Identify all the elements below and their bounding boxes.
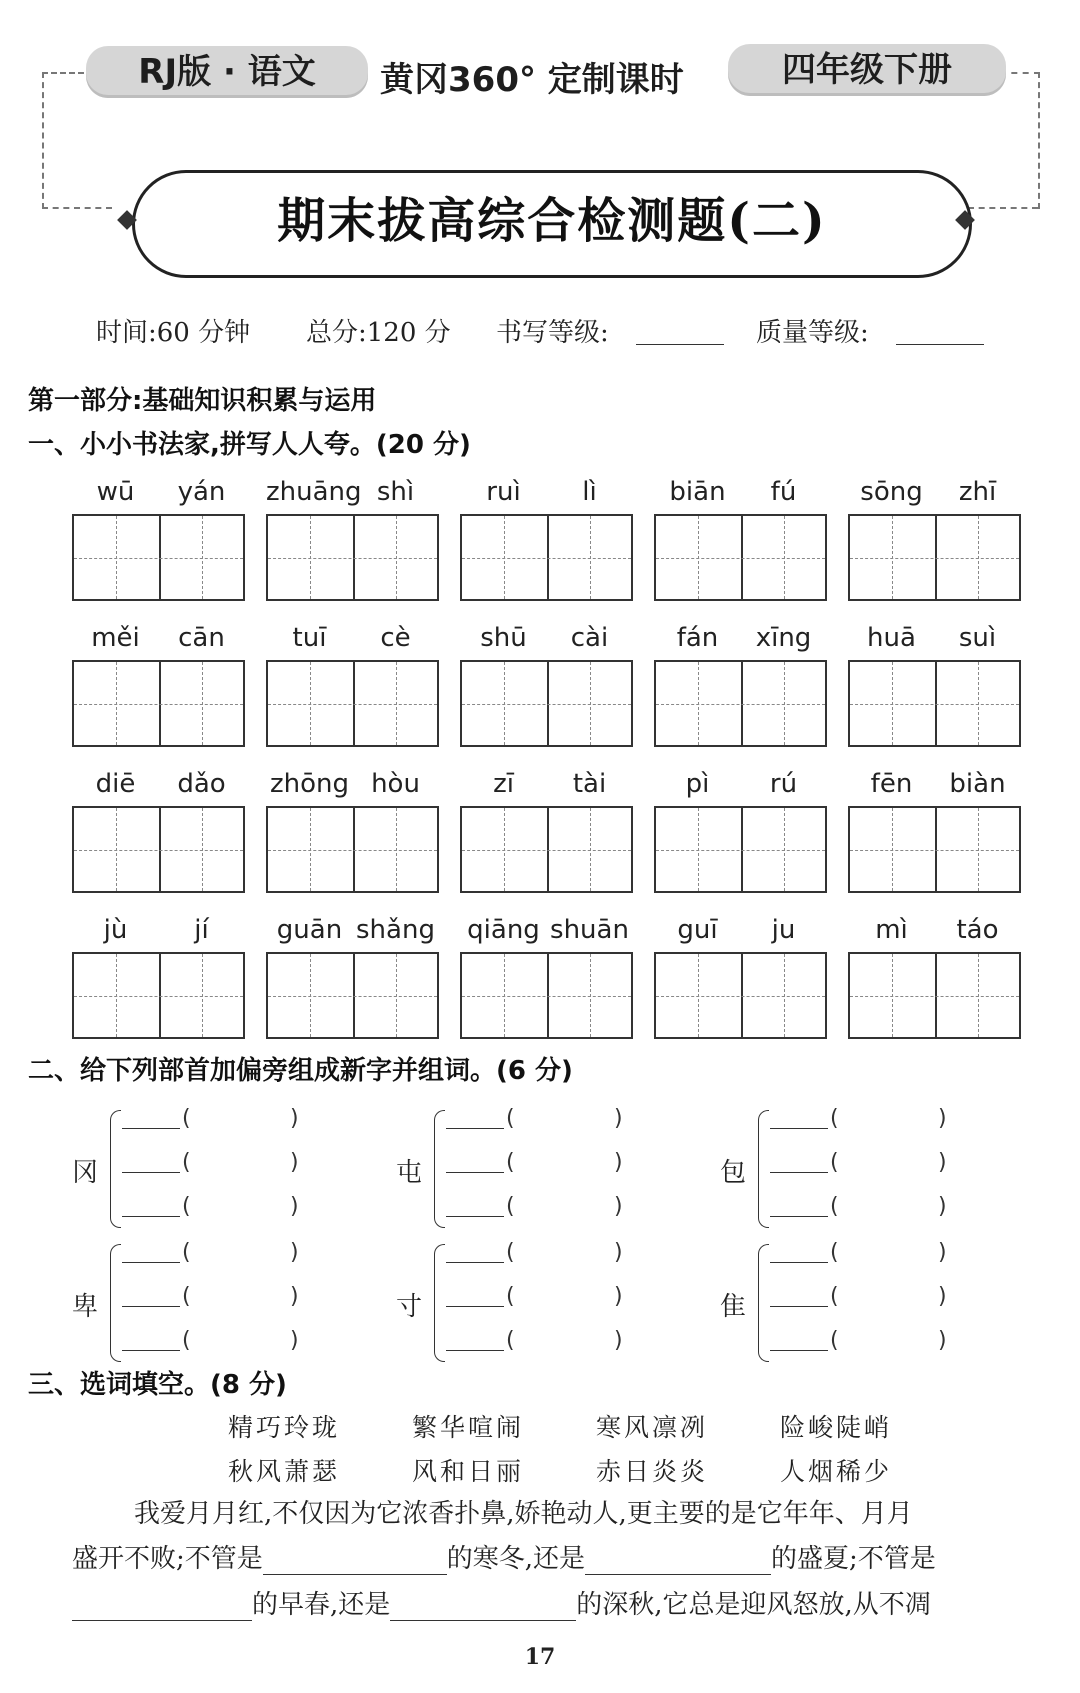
brace-icon [110, 1110, 121, 1228]
pinyin-label: fēn [870, 769, 913, 799]
writing-box-pair[interactable] [654, 806, 827, 893]
word-paren-close: ) [290, 1328, 299, 1353]
pinyin-label: mì [875, 915, 908, 945]
pinyin-label: měi [91, 623, 140, 653]
word-paren-open: ( [182, 1240, 191, 1265]
radical-char: 卑 [72, 1292, 99, 1322]
word-paren-close: ) [938, 1194, 947, 1219]
quality-grade-blank[interactable] [896, 322, 984, 345]
word-paren-open: ( [830, 1106, 839, 1131]
blank-1[interactable] [263, 1550, 447, 1575]
radical-char: 包 [720, 1158, 747, 1188]
writing-box-pair[interactable] [848, 660, 1021, 747]
blank-2[interactable] [585, 1550, 771, 1575]
word-answer-space[interactable] [520, 1286, 610, 1314]
header-connector-right [1000, 72, 1040, 209]
character-blank[interactable] [122, 1306, 180, 1307]
page-number: 17 [524, 1644, 556, 1670]
passage-line-3 [72, 1584, 931, 1621]
word-option: 险峻陡峭 [780, 1413, 893, 1442]
pinyin-label: cè [380, 623, 411, 653]
pinyin-label: shì [376, 477, 415, 507]
word-paren-open: ( [506, 1284, 515, 1309]
radical-char: 寸 [396, 1292, 423, 1322]
pinyin-label: táo [956, 915, 999, 945]
writing-box-pair[interactable] [848, 806, 1021, 893]
word-paren-close: ) [938, 1240, 947, 1265]
writing-box-pair[interactable] [848, 514, 1021, 601]
word-paren-close: ) [290, 1194, 299, 1219]
word-answer-space[interactable] [520, 1196, 610, 1224]
pinyin-label: shū [480, 623, 527, 653]
character-blank[interactable] [770, 1306, 828, 1307]
page-title: 期末拔高综合检测题(二) [277, 193, 827, 249]
pinyin-label: tuī [292, 623, 327, 653]
word-paren-open: ( [830, 1150, 839, 1175]
pinyin-label: qiāng [467, 915, 540, 945]
word-paren-open: ( [830, 1194, 839, 1219]
pinyin-label: cài [570, 623, 609, 653]
q1-heading: 一、小小书法家,拼写人人夸。(20 分) [28, 430, 471, 460]
writing-box-pair[interactable] [654, 514, 827, 601]
passage-text: 盛开不败;不管是 [72, 1544, 263, 1574]
pinyin-label: xīng [755, 623, 812, 653]
character-blank[interactable] [446, 1350, 504, 1351]
character-blank[interactable] [770, 1262, 828, 1263]
word-answer-space[interactable] [196, 1242, 286, 1270]
pinyin-label: biān [669, 477, 726, 507]
writing-box-pair[interactable] [654, 952, 827, 1039]
brace-icon [110, 1244, 121, 1362]
word-answer-space[interactable] [196, 1286, 286, 1314]
pinyin-label: rú [769, 769, 798, 799]
character-blank[interactable] [770, 1172, 828, 1173]
character-blank[interactable] [770, 1350, 828, 1351]
word-answer-space[interactable] [844, 1196, 934, 1224]
passage-text: 的深秋,它总是迎风怒放,从不凋 [576, 1590, 931, 1620]
character-blank[interactable] [122, 1128, 180, 1129]
word-answer-space[interactable] [844, 1330, 934, 1358]
pinyin-label: jí [194, 915, 209, 945]
series-label: 黄冈360° 定制课时 [380, 60, 684, 100]
word-answer-space[interactable] [844, 1286, 934, 1314]
brace-icon [758, 1110, 769, 1228]
character-blank[interactable] [122, 1216, 180, 1217]
word-answer-space[interactable] [196, 1108, 286, 1136]
pinyin-label: guī [677, 915, 718, 945]
word-answer-space[interactable] [844, 1108, 934, 1136]
part1-heading: 第一部分:基础知识积累与运用 [28, 386, 377, 416]
pinyin-label: zhī [958, 477, 997, 507]
brace-icon [434, 1244, 445, 1362]
radical-char: 屯 [396, 1158, 423, 1188]
total-score-info: 总分:120 分 [306, 318, 451, 348]
character-blank[interactable] [446, 1216, 504, 1217]
word-option: 风和日丽 [412, 1457, 525, 1486]
word-answer-space[interactable] [196, 1330, 286, 1358]
word-paren-open: ( [182, 1106, 191, 1131]
character-blank[interactable] [446, 1128, 504, 1129]
pinyin-label: sōng [860, 477, 923, 507]
word-paren-open: ( [830, 1240, 839, 1265]
word-paren-open: ( [182, 1328, 191, 1353]
word-paren-close: ) [938, 1284, 947, 1309]
word-paren-open: ( [182, 1284, 191, 1309]
writing-grade-label: 书写等级: [496, 318, 609, 348]
character-blank[interactable] [446, 1306, 504, 1307]
word-paren-close: ) [290, 1106, 299, 1131]
word-answer-space[interactable] [196, 1196, 286, 1224]
word-answer-space[interactable] [520, 1330, 610, 1358]
word-paren-open: ( [182, 1150, 191, 1175]
word-paren-close: ) [614, 1328, 623, 1353]
word-answer-space[interactable] [844, 1242, 934, 1270]
word-paren-close: ) [938, 1150, 947, 1175]
brace-icon [434, 1110, 445, 1228]
pinyin-label: biàn [949, 769, 1006, 799]
word-paren-close: ) [614, 1194, 623, 1219]
pinyin-label: fán [676, 623, 719, 653]
word-paren-open: ( [506, 1150, 515, 1175]
word-option: 秋风萧瑟 [228, 1457, 341, 1486]
word-option: 人烟稀少 [780, 1457, 893, 1486]
passage-line-2 [72, 1538, 936, 1575]
header-connector-left-bottom [42, 207, 112, 209]
pinyin-label: lì [582, 477, 597, 507]
word-paren-open: ( [506, 1194, 515, 1219]
pinyin-label: huā [867, 623, 916, 653]
edition-pill: RJ版 · 语文 [86, 46, 368, 98]
pinyin-label: yán [177, 477, 226, 507]
passage-text: 的盛夏;不管是 [771, 1544, 936, 1574]
blank-4[interactable] [390, 1596, 576, 1621]
word-paren-open: ( [506, 1328, 515, 1353]
writing-box-pair[interactable] [848, 952, 1021, 1039]
word-paren-close: ) [614, 1106, 623, 1131]
pinyin-label: guān [276, 915, 343, 945]
character-blank[interactable] [770, 1128, 828, 1129]
header-connector-right-bottom [968, 207, 1038, 209]
brace-icon [758, 1244, 769, 1362]
word-answer-space[interactable] [844, 1152, 934, 1180]
pinyin-label: shǎng [356, 915, 435, 945]
writing-box-pair[interactable] [460, 806, 633, 893]
word-answer-space[interactable] [520, 1242, 610, 1270]
word-paren-close: ) [290, 1240, 299, 1265]
header-connector-left [42, 72, 84, 209]
radical-char: 冈 [72, 1158, 99, 1188]
word-option: 精巧玲珑 [228, 1413, 341, 1442]
q2-heading: 二、给下列部首加偏旁组成新字并组词。(6 分) [28, 1056, 573, 1086]
pinyin-label: suì [958, 623, 997, 653]
word-paren-close: ) [290, 1284, 299, 1309]
word-paren-close: ) [614, 1284, 623, 1309]
writing-box-pair[interactable] [460, 660, 633, 747]
pinyin-label: diē [95, 769, 136, 799]
radical-char: 隹 [720, 1292, 747, 1322]
blank-3[interactable] [72, 1596, 252, 1621]
passage-line-1: 我爱月月红,不仅因为它浓香扑鼻,娇艳动人,更主要的是它年年、月月 [134, 1499, 913, 1529]
writing-box-pair[interactable] [654, 660, 827, 747]
pinyin-label: hòu [371, 769, 420, 799]
pinyin-label: zhuāng [266, 477, 362, 507]
writing-box-pair[interactable] [460, 952, 633, 1039]
word-paren-open: ( [506, 1106, 515, 1131]
word-option: 繁华喧闹 [412, 1413, 525, 1442]
word-paren-open: ( [506, 1240, 515, 1265]
grade-pill: 四年级下册 [728, 44, 1006, 96]
character-blank[interactable] [770, 1216, 828, 1217]
pinyin-label: ruì [486, 477, 521, 507]
passage-text: 的早春,还是 [252, 1590, 391, 1620]
word-paren-close: ) [614, 1240, 623, 1265]
pinyin-label: wū [96, 477, 135, 507]
word-paren-open: ( [830, 1328, 839, 1353]
writing-box-pair[interactable] [460, 514, 633, 601]
character-blank[interactable] [122, 1172, 180, 1173]
pinyin-label: zī [493, 769, 514, 799]
pinyin-label: jù [103, 915, 128, 945]
word-paren-close: ) [938, 1106, 947, 1131]
time-info: 时间:60 分钟 [96, 318, 251, 348]
pinyin-label: tài [572, 769, 607, 799]
writing-box-pair[interactable] [266, 952, 439, 1039]
writing-box-pair[interactable] [72, 660, 245, 747]
word-answer-space[interactable] [520, 1108, 610, 1136]
writing-box-pair[interactable] [266, 514, 439, 601]
word-paren-close: ) [614, 1150, 623, 1175]
pinyin-label: zhōng [269, 769, 349, 799]
character-blank[interactable] [446, 1262, 504, 1263]
pinyin-label: ju [771, 915, 796, 945]
pinyin-label: fú [770, 477, 797, 507]
word-option: 寒风凛冽 [596, 1413, 709, 1442]
writing-box-pair[interactable] [266, 806, 439, 893]
writing-box-pair[interactable] [72, 952, 245, 1039]
character-blank[interactable] [446, 1172, 504, 1173]
word-paren-close: ) [938, 1328, 947, 1353]
pinyin-label: cān [178, 623, 225, 653]
word-answer-space[interactable] [520, 1152, 610, 1180]
word-answer-space[interactable] [196, 1152, 286, 1180]
word-paren-close: ) [290, 1150, 299, 1175]
writing-box-pair[interactable] [72, 514, 245, 601]
writing-grade-blank[interactable] [636, 322, 724, 345]
word-option: 赤日炎炎 [596, 1457, 709, 1486]
character-blank[interactable] [122, 1350, 180, 1351]
word-paren-open: ( [830, 1284, 839, 1309]
pinyin-label: dǎo [177, 769, 226, 799]
writing-box-pair[interactable] [72, 806, 245, 893]
writing-box-pair[interactable] [266, 660, 439, 747]
word-paren-open: ( [182, 1194, 191, 1219]
quality-grade-label: 质量等级: [756, 318, 869, 348]
pinyin-label: pì [685, 769, 710, 799]
passage-text: 的寒冬,还是 [446, 1544, 586, 1574]
q3-heading: 三、选词填空。(8 分) [28, 1370, 287, 1400]
character-blank[interactable] [122, 1262, 180, 1263]
pinyin-label: shuān [550, 915, 629, 945]
